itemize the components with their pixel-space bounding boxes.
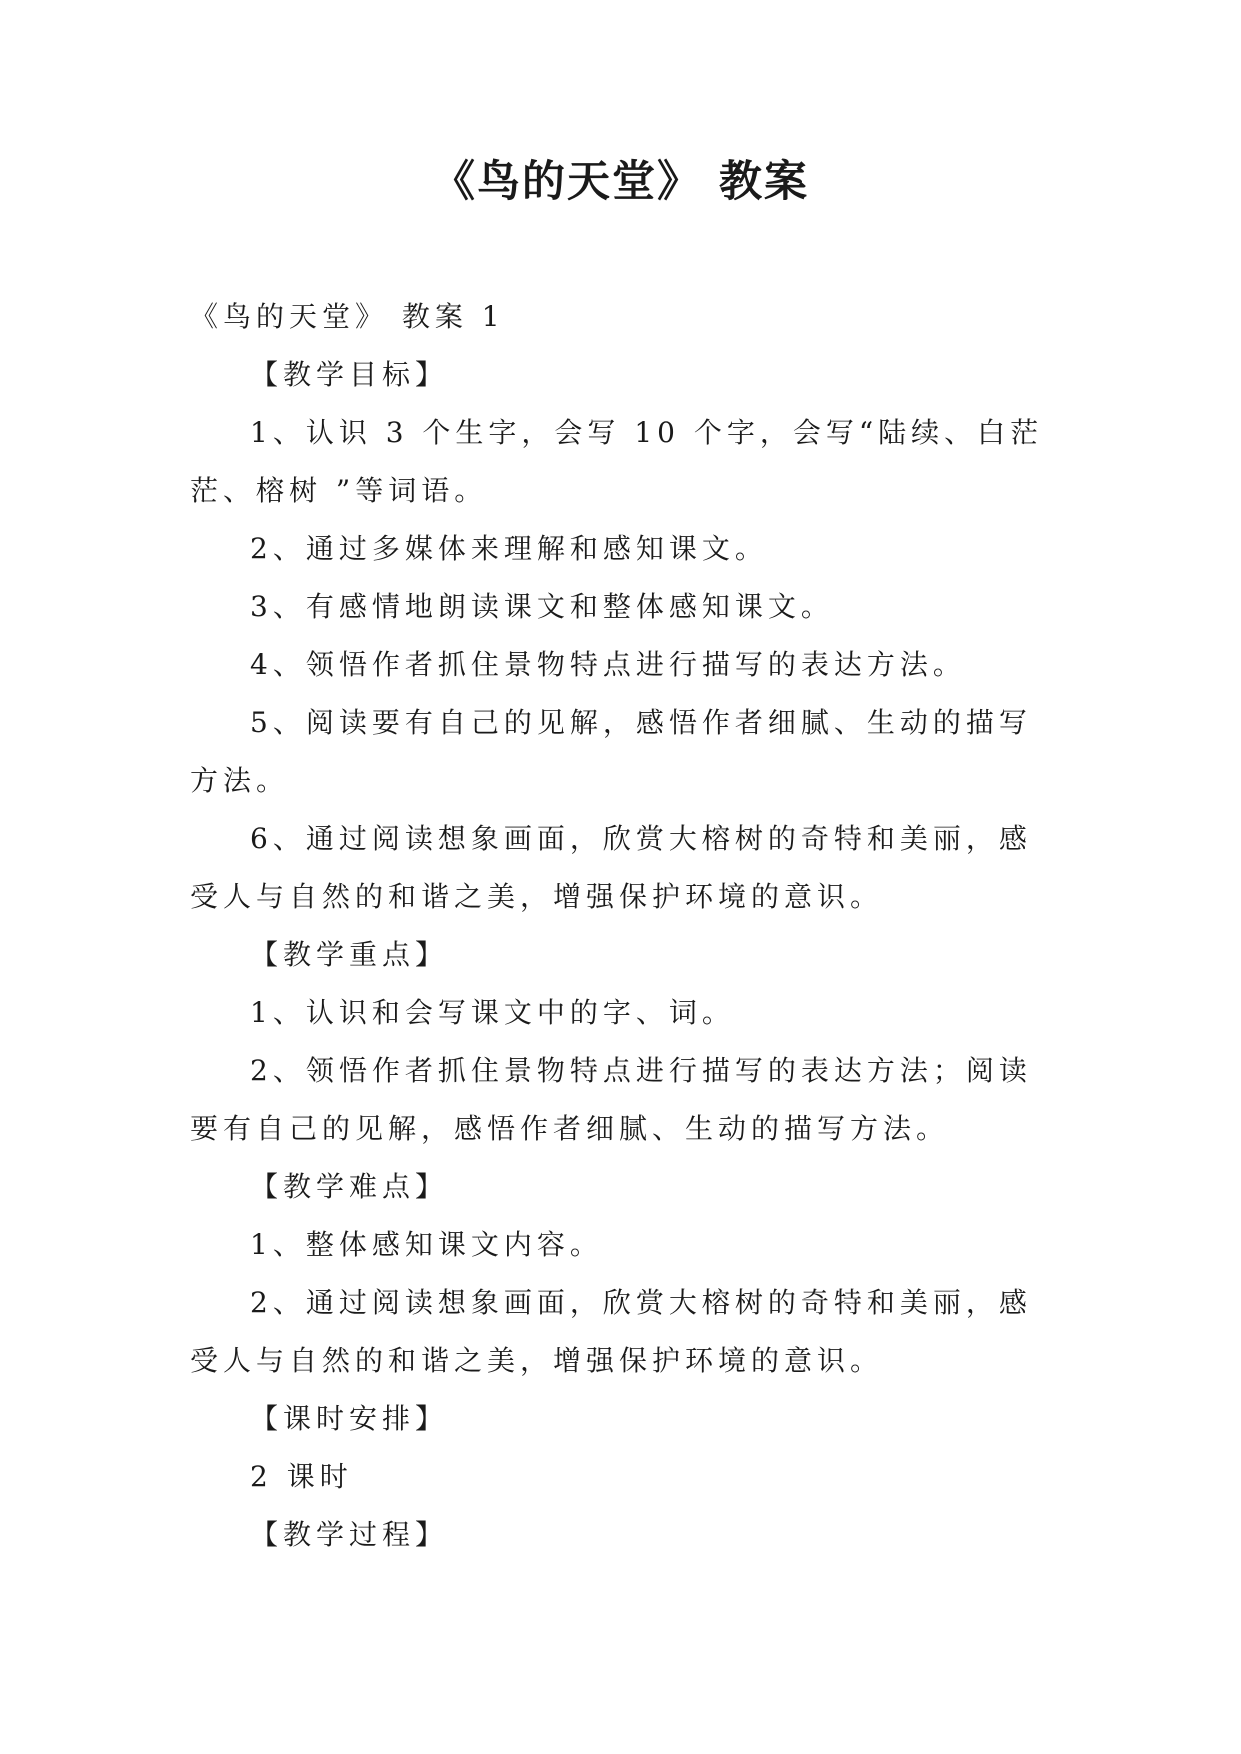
objective-item: 6、通过阅读想象画面，欣赏大榕树的奇特和美丽，感受人与自然的和谐之美，增强保护环境的意识。 bbox=[190, 822, 1032, 913]
key-point-item: 1、认识和会写课文中的字、词。 bbox=[250, 996, 735, 1029]
section-heading-process: 【教学过程】 bbox=[250, 1518, 449, 1551]
difficulty-item: 2、通过阅读想象画面，欣赏大榕树的奇特和美丽，感受人与自然的和谐之美，增强保护环境的意识。 bbox=[190, 1286, 1032, 1377]
schedule-text: 2 课时 bbox=[250, 1460, 353, 1493]
lesson-subtitle: 《鸟的天堂》 教案 1 bbox=[190, 300, 505, 333]
objective-item: 2、通过多媒体来理解和感知课文。 bbox=[250, 532, 768, 565]
document-title: 《鸟的天堂》 教案 bbox=[432, 157, 809, 207]
section-heading-schedule: 【课时安排】 bbox=[250, 1402, 449, 1435]
objective-item: 4、领悟作者抓住景物特点进行描写的表达方法。 bbox=[250, 648, 966, 681]
document-body bbox=[190, 288, 1052, 1564]
section-heading-difficulties: 【教学难点】 bbox=[250, 1170, 449, 1203]
difficulty-item: 1、整体感知课文内容。 bbox=[250, 1228, 603, 1261]
objective-item: 5、阅读要有自己的见解，感悟作者细腻、生动的描写方法。 bbox=[190, 706, 1032, 797]
key-point-item: 2、领悟作者抓住景物特点进行描写的表达方法；阅读要有自己的见解，感悟作者细腻、生动的描写方法。 bbox=[190, 1054, 1032, 1145]
section-heading-key-points: 【教学重点】 bbox=[250, 938, 449, 971]
objective-item: 1、认识 3 个生字，会写 10 个字，会写“陆续、白茫茫、榕树 ”等词语。 bbox=[190, 416, 1044, 507]
objective-item: 3、有感情地朗读课文和整体感知课文。 bbox=[250, 590, 834, 623]
section-heading-objectives: 【教学目标】 bbox=[250, 358, 449, 391]
